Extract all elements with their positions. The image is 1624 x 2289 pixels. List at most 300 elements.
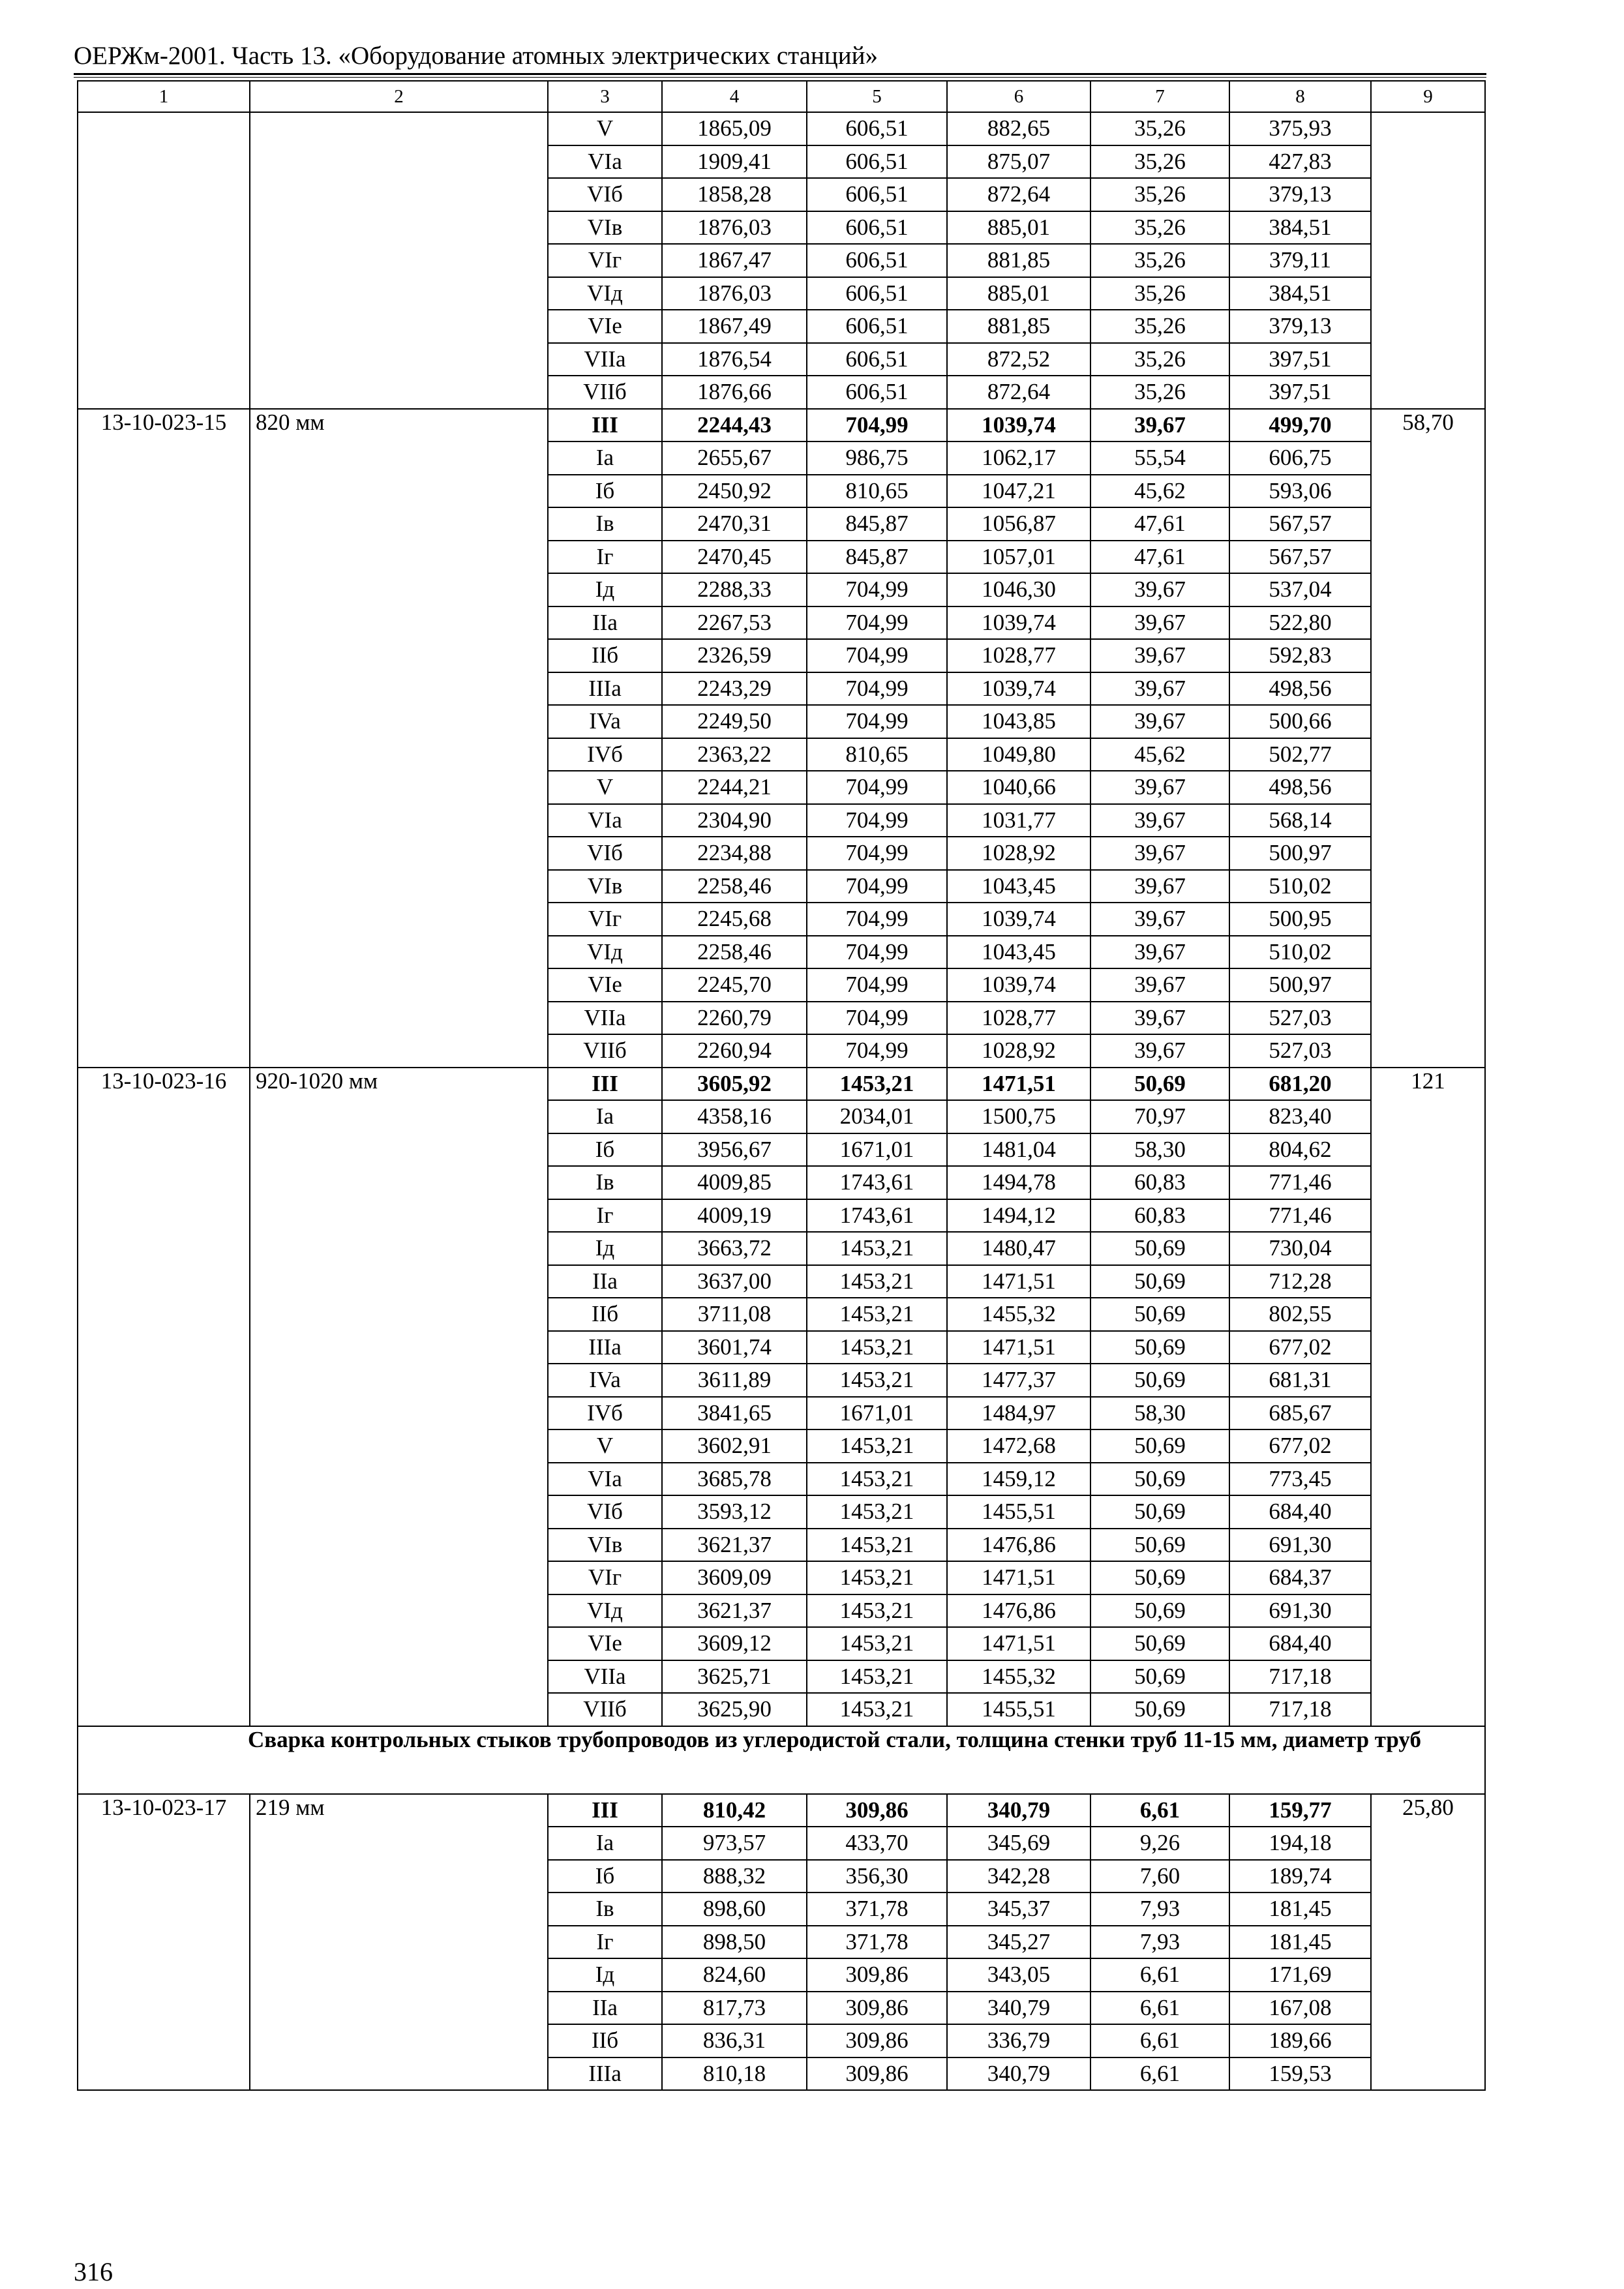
page-number: 316 (74, 2257, 113, 2286)
total-cost: 824,60 (662, 1958, 807, 1992)
materials-cost: 685,67 (1229, 1397, 1371, 1430)
quality-category: VIa (548, 1463, 662, 1496)
quality-category: IVб (548, 738, 662, 771)
pipe-diameter: 219 мм (250, 1794, 548, 2091)
materials-cost: 691,30 (1229, 1529, 1371, 1562)
machine-cost: 1043,85 (947, 705, 1090, 738)
labor-cost: 704,99 (807, 573, 947, 606)
operator-wages: 7,93 (1090, 1893, 1229, 1926)
labor-cost: 1453,21 (807, 1331, 947, 1364)
labor-cost: 1453,21 (807, 1298, 947, 1331)
total-cost: 1876,03 (662, 211, 807, 245)
materials-cost: 677,02 (1229, 1331, 1371, 1364)
machine-cost: 1494,78 (947, 1166, 1090, 1199)
materials-cost: 691,30 (1229, 1594, 1371, 1628)
machine-cost: 1455,51 (947, 1693, 1090, 1726)
total-cost: 3611,89 (662, 1364, 807, 1397)
materials-cost: 379,13 (1229, 310, 1371, 343)
materials-cost: 593,06 (1229, 475, 1371, 508)
operator-wages: 6,61 (1090, 1794, 1229, 1827)
labor-cost: 309,86 (807, 2024, 947, 2057)
materials-cost: 592,83 (1229, 639, 1371, 672)
machine-cost: 1471,51 (947, 1068, 1090, 1101)
total-cost: 3605,92 (662, 1068, 807, 1101)
quality-category: Iг (548, 541, 662, 574)
quality-category: VIa (548, 804, 662, 837)
materials-cost: 194,18 (1229, 1827, 1371, 1860)
operator-wages: 47,61 (1090, 507, 1229, 541)
machine-cost: 1471,51 (947, 1265, 1090, 1298)
machine-cost: 1476,86 (947, 1594, 1090, 1628)
labor-cost: 433,70 (807, 1827, 947, 1860)
operator-wages: 58,30 (1090, 1133, 1229, 1167)
operator-wages: 50,69 (1090, 1232, 1229, 1265)
labor-cost: 1453,21 (807, 1495, 947, 1529)
labor-cost: 606,51 (807, 211, 947, 245)
total-cost: 1867,47 (662, 244, 807, 277)
rate-code: 13-10-023-16 (78, 1068, 250, 1726)
labor-cost: 704,99 (807, 968, 947, 1002)
quality-category: IIa (548, 1265, 662, 1298)
machine-cost: 1472,68 (947, 1429, 1090, 1463)
materials-cost: 159,53 (1229, 2057, 1371, 2091)
materials-cost: 684,40 (1229, 1495, 1371, 1529)
materials-cost: 568,14 (1229, 804, 1371, 837)
quality-category: IIIa (548, 1331, 662, 1364)
labor-cost: 704,99 (807, 639, 947, 672)
table-row (78, 1068, 1485, 1101)
operator-wages: 50,69 (1090, 1298, 1229, 1331)
total-cost: 2260,94 (662, 1034, 807, 1068)
total-cost: 3601,74 (662, 1331, 807, 1364)
quality-category: Iд (548, 573, 662, 606)
labor-cost: 1453,21 (807, 1265, 947, 1298)
labor-cost: 704,99 (807, 1002, 947, 1035)
section-header-row (78, 1726, 1485, 1794)
table-row (78, 409, 1485, 442)
operator-wages: 45,62 (1090, 738, 1229, 771)
labor-cost: 1743,61 (807, 1199, 947, 1233)
quality-category: VIд (548, 277, 662, 310)
labor-cost: 606,51 (807, 343, 947, 376)
machine-cost: 340,79 (947, 2057, 1090, 2091)
operator-wages: 7,93 (1090, 1926, 1229, 1959)
labor-cost: 704,99 (807, 903, 947, 936)
labor-cost: 309,86 (807, 1958, 947, 1992)
materials-cost: 498,56 (1229, 672, 1371, 706)
operator-wages: 9,26 (1090, 1827, 1229, 1860)
materials-cost: 804,62 (1229, 1133, 1371, 1167)
materials-cost: 379,13 (1229, 178, 1371, 211)
quality-category: Iг (548, 1926, 662, 1959)
materials-cost: 500,97 (1229, 837, 1371, 870)
machine-cost: 1500,75 (947, 1100, 1090, 1133)
operator-wages: 50,69 (1090, 1331, 1229, 1364)
machine-cost: 1028,77 (947, 639, 1090, 672)
operator-wages: 35,26 (1090, 211, 1229, 245)
labor-cost: 606,51 (807, 277, 947, 310)
labor-cost: 704,99 (807, 804, 947, 837)
machine-cost: 1477,37 (947, 1364, 1090, 1397)
machine-cost: 343,05 (947, 1958, 1090, 1992)
quality-category: IVa (548, 705, 662, 738)
column-number: 9 (1371, 81, 1485, 112)
materials-cost: 677,02 (1229, 1429, 1371, 1463)
operator-wages: 35,26 (1090, 244, 1229, 277)
quality-category: VIe (548, 968, 662, 1002)
operator-wages: 50,69 (1090, 1495, 1229, 1529)
materials-cost: 502,77 (1229, 738, 1371, 771)
materials-cost: 771,46 (1229, 1199, 1371, 1233)
materials-cost: 499,70 (1229, 409, 1371, 442)
materials-cost: 717,18 (1229, 1660, 1371, 1694)
labor-cost: 606,51 (807, 376, 947, 409)
total-cost: 3685,78 (662, 1463, 807, 1496)
materials-cost: 189,74 (1229, 1860, 1371, 1893)
total-cost: 898,50 (662, 1926, 807, 1959)
labor-cost: 704,99 (807, 409, 947, 442)
quality-category: VIв (548, 870, 662, 903)
labor-cost: 1453,21 (807, 1364, 947, 1397)
machine-cost: 1028,92 (947, 837, 1090, 870)
labor-cost: 845,87 (807, 507, 947, 541)
machine-cost: 1480,47 (947, 1232, 1090, 1265)
materials-cost: 181,45 (1229, 1893, 1371, 1926)
operator-wages: 39,67 (1090, 804, 1229, 837)
machine-cost: 1471,51 (947, 1331, 1090, 1364)
materials-cost: 510,02 (1229, 936, 1371, 969)
labor-cost: 1671,01 (807, 1397, 947, 1430)
quality-category: VIб (548, 837, 662, 870)
materials-cost: 730,04 (1229, 1232, 1371, 1265)
quality-category: VIIa (548, 1002, 662, 1035)
operator-wages: 60,83 (1090, 1166, 1229, 1199)
operator-wages: 6,61 (1090, 1958, 1229, 1992)
total-cost: 2249,50 (662, 705, 807, 738)
materials-cost: 167,08 (1229, 1992, 1371, 2025)
total-cost: 3621,37 (662, 1594, 807, 1628)
total-cost: 2234,88 (662, 837, 807, 870)
total-cost: 2363,22 (662, 738, 807, 771)
labor-cost: 1453,21 (807, 1068, 947, 1101)
machine-cost: 1471,51 (947, 1627, 1090, 1660)
operator-wages: 50,69 (1090, 1265, 1229, 1298)
materials-cost: 427,83 (1229, 145, 1371, 179)
quality-category: III (548, 1068, 662, 1101)
machine-cost: 875,07 (947, 145, 1090, 179)
total-cost: 2326,59 (662, 639, 807, 672)
labor-cost: 1453,21 (807, 1529, 947, 1562)
operator-wages: 6,61 (1090, 1992, 1229, 2025)
quality-category: Iв (548, 1893, 662, 1926)
total-cost: 3841,65 (662, 1397, 807, 1430)
materials-cost: 397,51 (1229, 376, 1371, 409)
rate-code: 13-10-023-17 (78, 1794, 250, 2091)
operator-wages: 35,26 (1090, 343, 1229, 376)
materials-cost: 717,18 (1229, 1693, 1371, 1726)
labor-cost: 704,99 (807, 771, 947, 804)
materials-cost: 823,40 (1229, 1100, 1371, 1133)
total-cost: 2260,79 (662, 1002, 807, 1035)
machine-cost: 1043,45 (947, 936, 1090, 969)
labor-cost: 606,51 (807, 145, 947, 179)
quality-category: VIб (548, 1495, 662, 1529)
labor-cost: 704,99 (807, 936, 947, 969)
total-cost: 2470,31 (662, 507, 807, 541)
materials-cost: 606,75 (1229, 441, 1371, 475)
total-cost: 4009,85 (662, 1166, 807, 1199)
labor-hours: 25,80 (1371, 1794, 1485, 2091)
labor-cost: 1453,21 (807, 1561, 947, 1594)
labor-cost: 704,99 (807, 672, 947, 706)
labor-cost: 356,30 (807, 1860, 947, 1893)
quality-category: IIa (548, 606, 662, 640)
operator-wages: 39,67 (1090, 606, 1229, 640)
labor-cost: 2034,01 (807, 1100, 947, 1133)
document-header-title: ОЕРЖм-2001. Часть 13. «Оборудование атомных электрических станций» (74, 42, 878, 70)
materials-cost: 375,93 (1229, 112, 1371, 145)
total-cost: 836,31 (662, 2024, 807, 2057)
machine-cost: 1039,74 (947, 672, 1090, 706)
machine-cost: 881,85 (947, 310, 1090, 343)
machine-cost: 1046,30 (947, 573, 1090, 606)
machine-cost: 1028,92 (947, 1034, 1090, 1068)
machine-cost: 340,79 (947, 1992, 1090, 2025)
quality-category: V (548, 771, 662, 804)
machine-cost: 1494,12 (947, 1199, 1090, 1233)
total-cost: 898,60 (662, 1893, 807, 1926)
rate-code (78, 112, 250, 409)
operator-wages: 50,69 (1090, 1693, 1229, 1726)
column-number: 7 (1090, 81, 1229, 112)
machine-cost: 345,37 (947, 1893, 1090, 1926)
materials-cost: 527,03 (1229, 1002, 1371, 1035)
operator-wages: 60,83 (1090, 1199, 1229, 1233)
total-cost: 2244,43 (662, 409, 807, 442)
materials-cost: 684,40 (1229, 1627, 1371, 1660)
machine-cost: 1039,74 (947, 968, 1090, 1002)
quality-category: Ia (548, 1827, 662, 1860)
quality-category: Ia (548, 1100, 662, 1133)
labor-cost: 845,87 (807, 541, 947, 574)
total-cost: 2245,68 (662, 903, 807, 936)
total-cost: 2304,90 (662, 804, 807, 837)
total-cost: 1865,09 (662, 112, 807, 145)
machine-cost: 872,52 (947, 343, 1090, 376)
total-cost: 2243,29 (662, 672, 807, 706)
operator-wages: 55,54 (1090, 441, 1229, 475)
machine-cost: 1031,77 (947, 804, 1090, 837)
labor-cost: 606,51 (807, 310, 947, 343)
labor-cost: 704,99 (807, 870, 947, 903)
total-cost: 810,42 (662, 1794, 807, 1827)
materials-cost: 500,97 (1229, 968, 1371, 1002)
quality-category: VIIб (548, 376, 662, 409)
rates-table (77, 80, 1486, 2091)
machine-cost: 882,65 (947, 112, 1090, 145)
pipe-diameter: 820 мм (250, 409, 548, 1068)
labor-cost: 1453,21 (807, 1429, 947, 1463)
labor-cost: 1453,21 (807, 1660, 947, 1694)
materials-cost: 397,51 (1229, 343, 1371, 376)
materials-cost: 498,56 (1229, 771, 1371, 804)
total-cost: 3609,12 (662, 1627, 807, 1660)
machine-cost: 881,85 (947, 244, 1090, 277)
machine-cost: 1047,21 (947, 475, 1090, 508)
operator-wages: 6,61 (1090, 2024, 1229, 2057)
total-cost: 1867,49 (662, 310, 807, 343)
total-cost: 2267,53 (662, 606, 807, 640)
quality-category: V (548, 112, 662, 145)
quality-category: VIIa (548, 343, 662, 376)
materials-cost: 771,46 (1229, 1166, 1371, 1199)
machine-cost: 1040,66 (947, 771, 1090, 804)
labor-cost: 1671,01 (807, 1133, 947, 1167)
materials-cost: 510,02 (1229, 870, 1371, 903)
total-cost: 817,73 (662, 1992, 807, 2025)
materials-cost: 567,57 (1229, 541, 1371, 574)
labor-cost: 606,51 (807, 112, 947, 145)
machine-cost: 1455,51 (947, 1495, 1090, 1529)
pipe-diameter: 920-1020 мм (250, 1068, 548, 1726)
operator-wages: 39,67 (1090, 903, 1229, 936)
operator-wages: 45,62 (1090, 475, 1229, 508)
quality-category: III (548, 1794, 662, 1827)
total-cost: 3956,67 (662, 1133, 807, 1167)
machine-cost: 885,01 (947, 211, 1090, 245)
table-row (78, 112, 1485, 145)
total-cost: 2258,46 (662, 936, 807, 969)
machine-cost: 1459,12 (947, 1463, 1090, 1496)
labor-cost: 1743,61 (807, 1166, 947, 1199)
total-cost: 2655,67 (662, 441, 807, 475)
machine-cost: 1484,97 (947, 1397, 1090, 1430)
operator-wages: 70,97 (1090, 1100, 1229, 1133)
labor-cost: 606,51 (807, 178, 947, 211)
total-cost: 3609,09 (662, 1561, 807, 1594)
total-cost: 2245,70 (662, 968, 807, 1002)
quality-category: IIб (548, 1298, 662, 1331)
materials-cost: 681,31 (1229, 1364, 1371, 1397)
labor-cost: 704,99 (807, 1034, 947, 1068)
machine-cost: 345,27 (947, 1926, 1090, 1959)
column-number: 5 (807, 81, 947, 112)
quality-category: IIIa (548, 672, 662, 706)
quality-category: Iв (548, 507, 662, 541)
labor-hours: 58,70 (1371, 409, 1485, 1068)
header-divider (74, 73, 1486, 78)
materials-cost: 522,80 (1229, 606, 1371, 640)
operator-wages: 50,69 (1090, 1463, 1229, 1496)
total-cost: 3663,72 (662, 1232, 807, 1265)
machine-cost: 1039,74 (947, 903, 1090, 936)
total-cost: 3625,90 (662, 1693, 807, 1726)
labor-cost: 1453,21 (807, 1463, 947, 1496)
total-cost: 2244,21 (662, 771, 807, 804)
operator-wages: 39,67 (1090, 705, 1229, 738)
operator-wages: 50,69 (1090, 1068, 1229, 1101)
section-title: Сварка контрольных стыков трубопроводов из углеродистой стали, толщина стенки труб 11-15 мм, диаметр труб (78, 1726, 1485, 1794)
machine-cost: 1471,51 (947, 1561, 1090, 1594)
column-number: 3 (548, 81, 662, 112)
operator-wages: 50,69 (1090, 1627, 1229, 1660)
operator-wages: 39,67 (1090, 936, 1229, 969)
labor-cost: 704,99 (807, 837, 947, 870)
materials-cost: 189,66 (1229, 2024, 1371, 2057)
quality-category: VIб (548, 178, 662, 211)
total-cost: 4009,19 (662, 1199, 807, 1233)
labor-cost: 704,99 (807, 606, 947, 640)
quality-category: VIв (548, 1529, 662, 1562)
machine-cost: 342,28 (947, 1860, 1090, 1893)
column-number: 6 (947, 81, 1090, 112)
pipe-diameter (250, 112, 548, 409)
operator-wages: 50,69 (1090, 1364, 1229, 1397)
quality-category: Iг (548, 1199, 662, 1233)
operator-wages: 39,67 (1090, 409, 1229, 442)
operator-wages: 39,67 (1090, 639, 1229, 672)
operator-wages: 39,67 (1090, 771, 1229, 804)
operator-wages: 7,60 (1090, 1860, 1229, 1893)
total-cost: 888,32 (662, 1860, 807, 1893)
operator-wages: 35,26 (1090, 178, 1229, 211)
materials-cost: 684,37 (1229, 1561, 1371, 1594)
materials-cost: 773,45 (1229, 1463, 1371, 1496)
labor-cost: 1453,21 (807, 1232, 947, 1265)
column-number: 2 (250, 81, 548, 112)
materials-cost: 159,77 (1229, 1794, 1371, 1827)
quality-category: VIд (548, 936, 662, 969)
quality-category: Iв (548, 1166, 662, 1199)
quality-category: VIe (548, 1627, 662, 1660)
machine-cost: 872,64 (947, 376, 1090, 409)
quality-category: Iд (548, 1958, 662, 1992)
machine-cost: 1028,77 (947, 1002, 1090, 1035)
materials-cost: 681,20 (1229, 1068, 1371, 1101)
materials-cost: 712,28 (1229, 1265, 1371, 1298)
operator-wages: 35,26 (1090, 277, 1229, 310)
total-cost: 3637,00 (662, 1265, 807, 1298)
total-cost: 1876,66 (662, 376, 807, 409)
column-number: 4 (662, 81, 807, 112)
quality-category: VIг (548, 244, 662, 277)
materials-cost: 500,66 (1229, 705, 1371, 738)
operator-wages: 6,61 (1090, 2057, 1229, 2091)
total-cost: 1909,41 (662, 145, 807, 179)
total-cost: 4358,16 (662, 1100, 807, 1133)
machine-cost: 1049,80 (947, 738, 1090, 771)
labor-cost: 1453,21 (807, 1693, 947, 1726)
materials-cost: 500,95 (1229, 903, 1371, 936)
operator-wages: 39,67 (1090, 837, 1229, 870)
operator-wages: 35,26 (1090, 310, 1229, 343)
labor-cost: 309,86 (807, 1992, 947, 2025)
quality-category: VIIб (548, 1693, 662, 1726)
total-cost: 3625,71 (662, 1660, 807, 1694)
materials-cost: 567,57 (1229, 507, 1371, 541)
quality-category: III (548, 409, 662, 442)
machine-cost: 1043,45 (947, 870, 1090, 903)
materials-cost: 379,11 (1229, 244, 1371, 277)
quality-category: Iд (548, 1232, 662, 1265)
total-cost: 1876,54 (662, 343, 807, 376)
column-number-row (78, 81, 1485, 112)
total-cost: 2470,45 (662, 541, 807, 574)
quality-category: Iб (548, 1860, 662, 1893)
quality-category: VIд (548, 1594, 662, 1628)
total-cost: 2258,46 (662, 870, 807, 903)
labor-hours (1371, 112, 1485, 409)
